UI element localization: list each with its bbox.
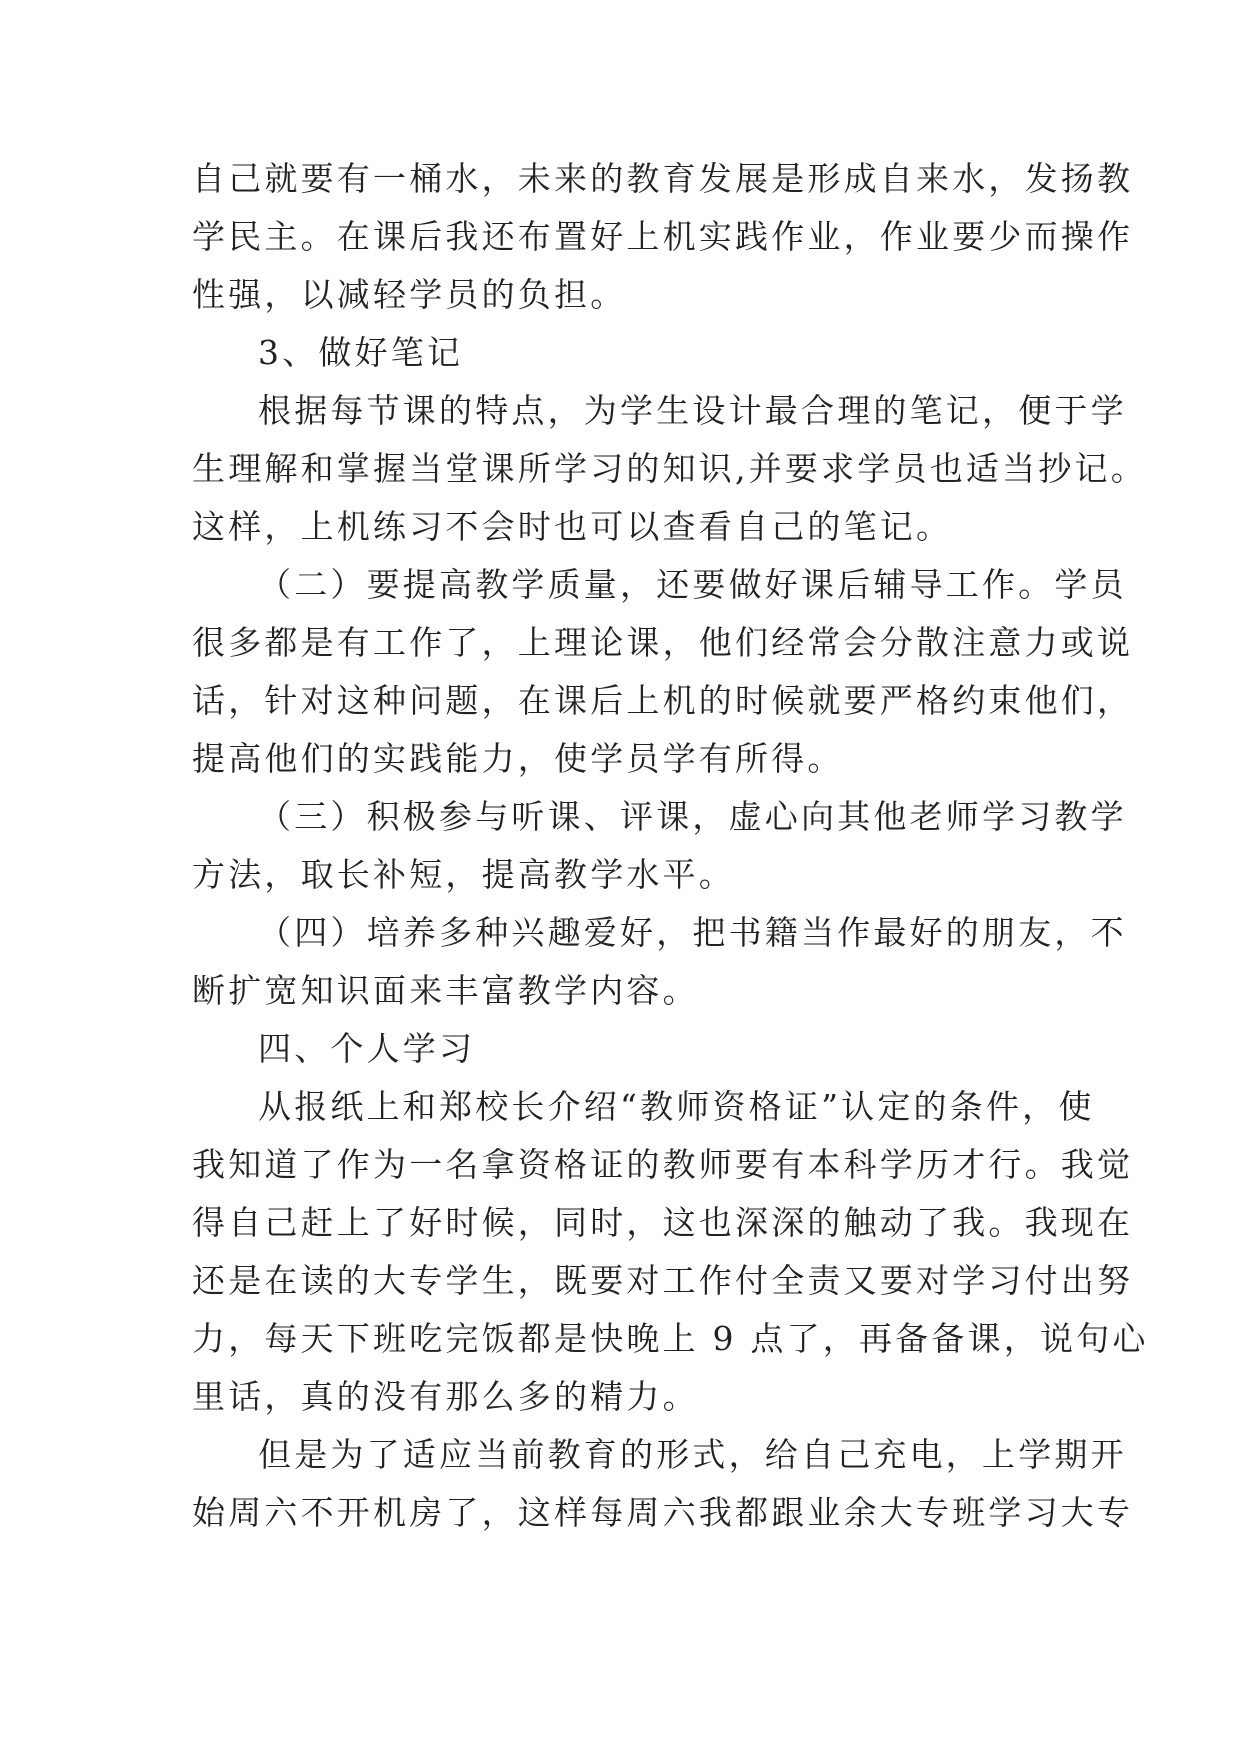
text-line: （三）积极参与听课、评课，虚心向其他老师学习教学 [258, 797, 1127, 836]
text-line: 力，每天下班吃完饭都是快晚上 9 点了，再备备课，说句心 [192, 1319, 1149, 1358]
text-line: 从报纸上和郑校长介绍“教师资格证”认定的条件，使 [258, 1087, 1095, 1126]
section-heading: 3、做好笔记 [258, 333, 464, 372]
text-line: 自己就要有一桶水，未来的教育发展是形成自来水，发扬教 [192, 159, 1134, 198]
text-line: 根据每节课的特点，为学生设计最合理的笔记，便于学 [258, 391, 1127, 430]
document-page [192, 150, 1149, 1542]
text-line: 方法，取长补短，提高教学水平。 [192, 855, 735, 894]
text-line: （四）培养多种兴趣爱好，把书籍当作最好的朋友，不 [258, 913, 1127, 952]
section-heading: 四、个人学习 [258, 1029, 476, 1068]
text-line: 这样，上机练习不会时也可以查看自己的笔记。 [192, 507, 953, 546]
text-line: 断扩宽知识面来丰富教学内容。 [192, 971, 699, 1010]
text-line: 生理解和掌握当堂课所学习的知识,并要求学员也适当抄记。 [192, 449, 1147, 488]
text-line: 里话，真的没有那么多的精力。 [192, 1377, 699, 1416]
text-line: （二）要提高教学质量，还要做好课后辅导工作。学员 [258, 565, 1127, 604]
text-line: 很多都是有工作了，上理论课，他们经常会分散注意力或说 [192, 623, 1134, 662]
text-line: 提高他们的实践能力，使学员学有所得。 [192, 739, 844, 778]
text-line: 性强，以减轻学员的负担。 [192, 275, 627, 314]
text-line: 还是在读的大专学生，既要对工作付全责又要对学习付出努 [192, 1261, 1134, 1300]
text-line: 但是为了适应当前教育的形式，给自己充电，上学期开 [258, 1435, 1127, 1474]
text-line: 始周六不开机房了，这样每周六我都跟业余大专班学习大专 [192, 1493, 1134, 1532]
text-line: 话，针对这种问题，在课后上机的时候就要严格约束他们， [192, 681, 1134, 720]
text-line: 学民主。在课后我还布置好上机实践作业，作业要少而操作 [192, 217, 1134, 256]
text-line: 我知道了作为一名拿资格证的教师要有本科学历才行。我觉 [192, 1145, 1134, 1184]
text-line: 得自己赶上了好时候，同时，这也深深的触动了我。我现在 [192, 1203, 1134, 1242]
